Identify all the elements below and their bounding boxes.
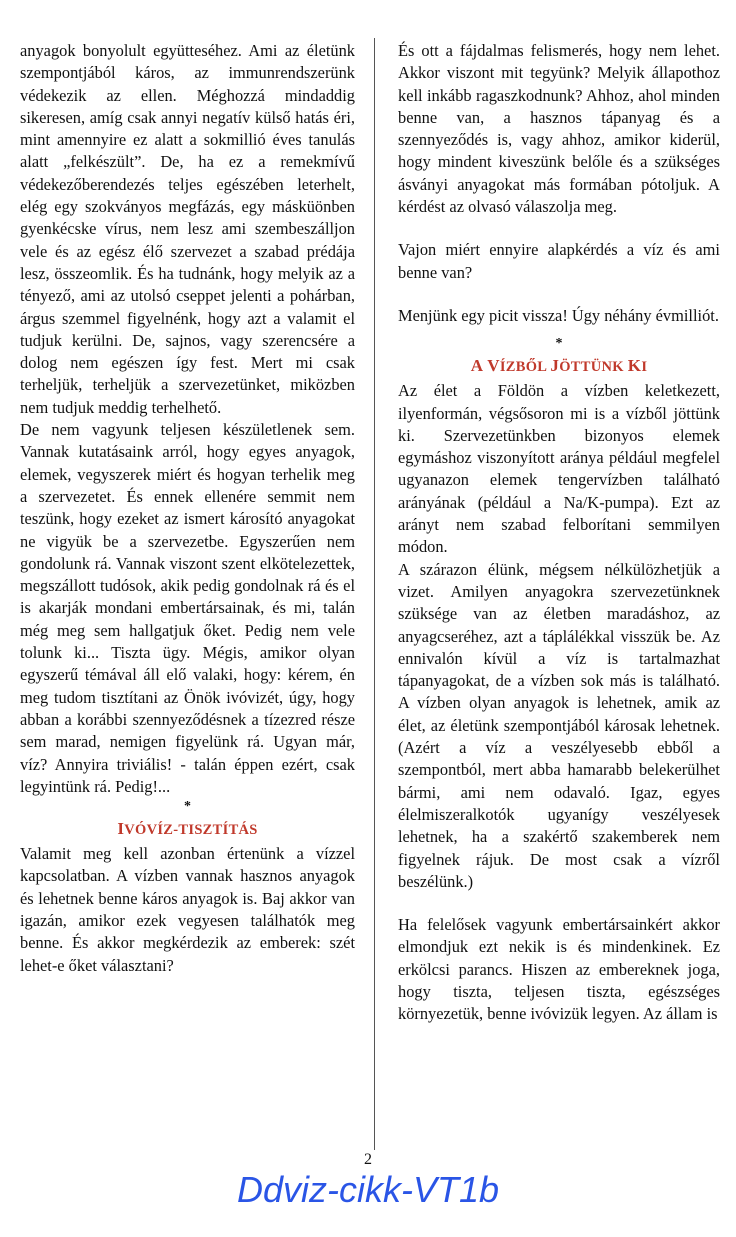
right-paragraph-4: Az élet a Földön a vízben keletkezett, ilyenformán, végsősoron mi is a vízből jöttünk ki. Szervezetünkben bizonyos elemek egymáshoz viszonyított aránya például megfelel ugyanazon elemek tengervízben található arányának (például a Na/K-pumpa). Ezt az arányt nem szabad felborítani semmilyen módon.	[398, 381, 720, 557]
right-column	[398, 40, 720, 1026]
section-heading-vizbol: A VÍZBŐL JÖTTÜNK KI	[470, 356, 648, 376]
section-heading-ivoviz: IVÓVÍZ-TISZTÍTÁS	[117, 819, 258, 839]
right-paragraph-6: Ha felelősek vagyunk embertársainkért akkor elmondjuk ezt nekik is és mindenkinek. Ez erkölcsi parancs. Hiszen az embereknek joga, hogy tiszta, teljesen tiszta, egészséges környezetük, benne ivóvizük legyen. Az állam is	[398, 915, 720, 1024]
left-column	[20, 40, 355, 977]
right-paragraph-1: És ott a fájdalmas felismerés, hogy nem lehet. Akkor viszont mit tegyünk? Melyik állapothoz kell inkább ragaszkodnunk? Ahhoz, ahol minden benne van, a hasznos tápanyag és a szennyeződés is, vagy ahhoz, amikor kiderül, hogy mindent kiveszünk belőle és a szükséges ásványi anyagokat más formában pótoljuk. A kérdést az olvasó válaszolja meg.	[398, 41, 720, 217]
page-number: 2	[364, 1151, 372, 1168]
left-paragraph-3: Valamit meg kell azonban értenünk a vízzel kapcsolatban. A vízben vannak hasznos anyagok és lehetnek benne káros anyagok is. Baj akkor van igazán, amikor ezek vegyesen találhatók meg benne. És akkor megkérdezik az emberek: szét lehet-e őket választani?	[20, 844, 355, 975]
left-paragraph-2: De nem vagyunk teljesen készületlenek sem. Vannak kutatásaink arról, hogy egyes anyagok, elemek, vegyszerek miért és hogyan terhelik meg a szervezetet. És ennek ellenére semmit nem teszünk, hogy ezeket az ismert károsító anyagokat ne vigyük be a szervezetbe. Egyszerűen nem gondolunk rá. Vannak viszont szent elkötelezettek, megszállott tudósok, akik pedig gondolnak rá és el is akarják mondani embertársainak, és mi, talán még meg sem hallgatjuk őket. Pedig nem vele tolunk ki... Tiszta ügy. Mégis, amikor olyan egyszerű témával áll elő valaki, hogy: kérem, én meg tudom tisztítani az Önök ivóvizét, úgy, hogy abban a korábbi szennyeződésnek a tízezred része sem marad, nemigen figyelünk rá. Ugyan már, víz? Annyira triviális! - talán éppen ezért, csak legyintünk rá. Pedig!...	[20, 420, 355, 796]
column-divider	[374, 38, 375, 1150]
right-paragraph-3: Menjünk egy picit vissza! Úgy néhány évmilliót.	[398, 305, 719, 325]
left-paragraph-1: anyagok bonyolult együtteséhez. Ami az életünk szempontjából káros, az immunrendszerünk védekezik az ellen. Méghozzá mindaddig sikeresen, amíg csak annyi negatív külső hatás éri, mint amennyire ez alatt a sokmillió éves tanulás alatt „felkészült”. De, ha ez a remekmívű védekezőberendezés teljes egészében leterhelt, elég egy szokványos megfázás, egy másküönben gyenkécske vírus, nem lesz ami szembeszálljon vele és az egész élő szervezet a szabad prédája lesz, összeomlik. És ha tudnánk, hogy melyik az a tényező, ami az utolsó cseppet jelenti a pohárban, árgus szemmel figyelnénk, hogy azt a valamit el tudjuk kerülni. De, sajnos, vagy szerencsére a dolog nem egészen így fest. Mert mi csak terheljük, terheljük a szervezetünket, miközben nem tudjuk meddig terhelhető.	[20, 41, 355, 417]
right-paragraph-2: Vajon miért ennyire alapkérdés a víz és ami benne van?	[398, 240, 720, 282]
section-separator-star: *	[555, 336, 563, 352]
footer-document-id: Ddviz-cikk-VT1b	[236, 1169, 500, 1210]
section-separator-star: *	[184, 799, 191, 815]
right-paragraph-5: A szárazon élünk, mégsem nélkülözhetjük a vizet. Amilyen anyagokra szervezetünknek szüksége van az életben maradáshoz, az anyagcseréhez, azt a táplálékkal visszük be. Az ennivalón kívül a víz is tartalmazhat tápanyagokat, de a vízben sok más is található. A vízben olyan anyagok is lehetnek, amik az élet, az életünk szempontjából károsak lehetnek. (Azért a víz a veszélyesebb ebből a szempontból, mert abba hamarabb belekerülhet bármi, ami nem odavaló. Igaz, egyes élelmiszeralkotók ugyanígy veszélyesek lehetnek, ha a szakértő szakemberek nem figyelnek rájuk. De most csak a vízről beszélünk.)	[398, 559, 720, 891]
